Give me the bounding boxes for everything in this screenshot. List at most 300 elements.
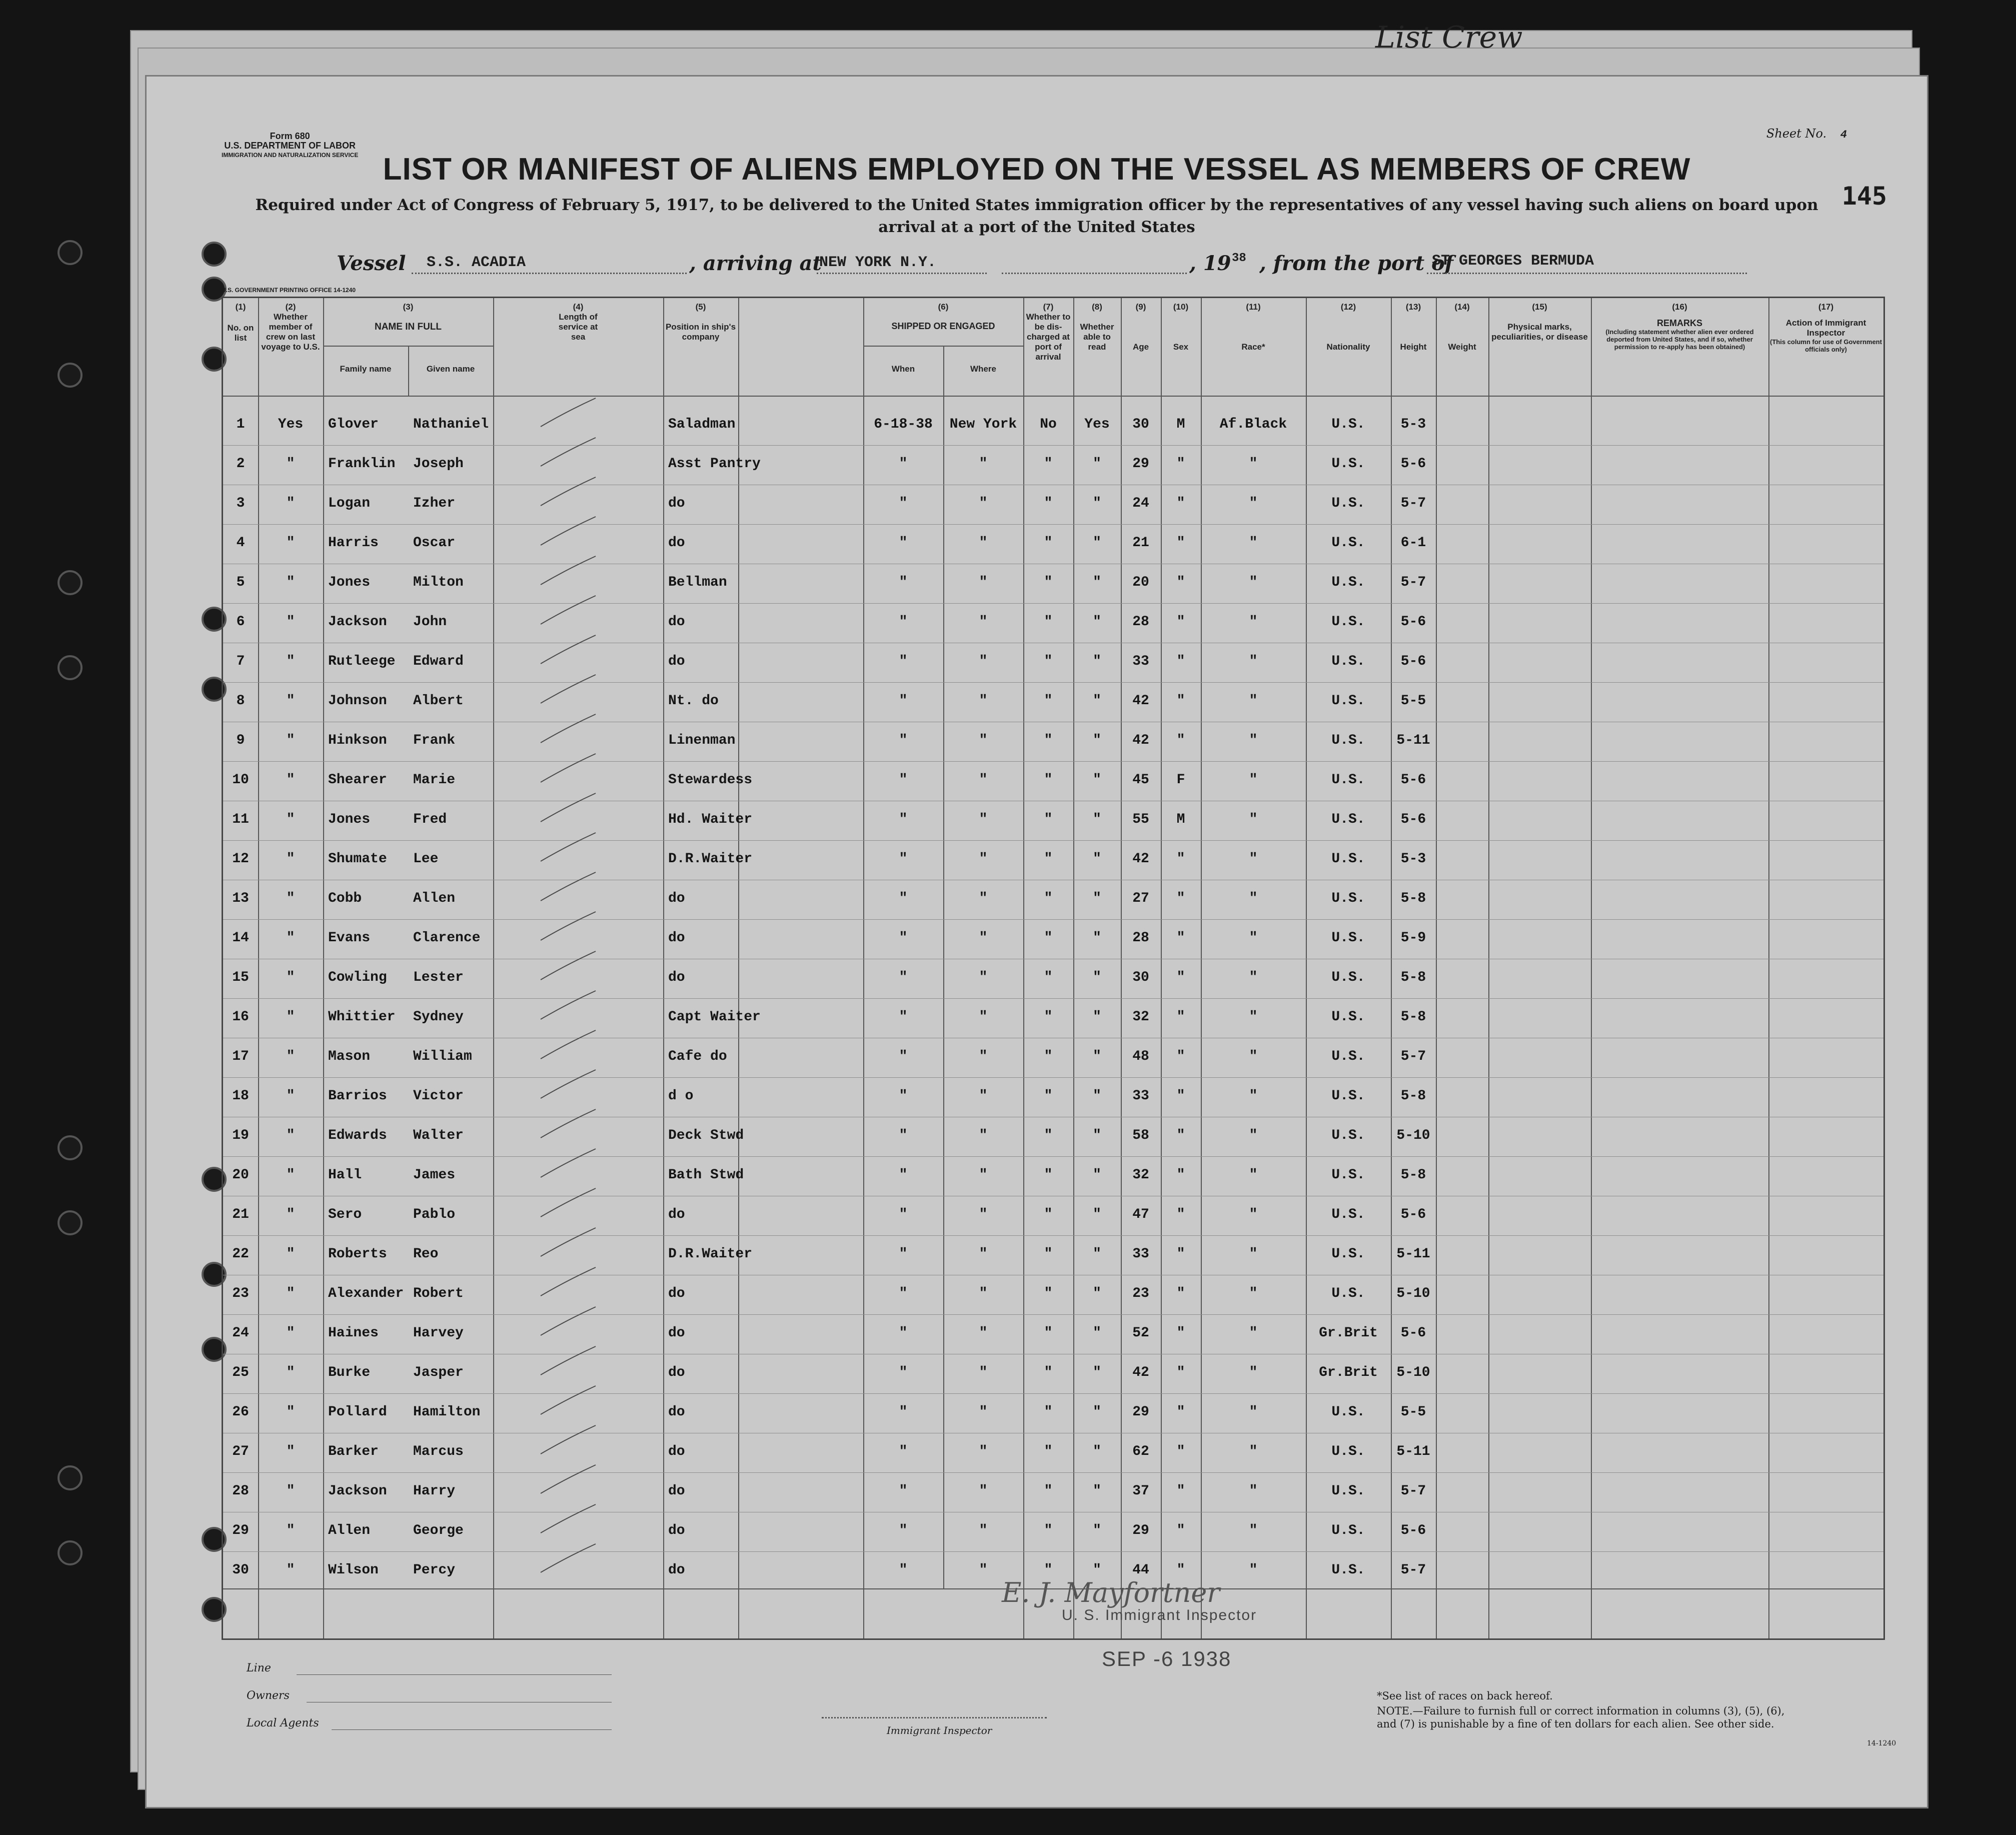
row-rule: [223, 919, 1883, 920]
row-number: 19: [232, 1128, 249, 1143]
last-voyage-cell: ": [286, 1404, 295, 1420]
sex-cell: ": [1176, 614, 1185, 630]
sex-cell: ": [1176, 733, 1185, 748]
col8-label: Whether able to read: [1080, 322, 1114, 352]
line-underline: [297, 1674, 612, 1675]
col12-header: [1306, 302, 1391, 352]
position-cell: do: [668, 614, 685, 630]
family-name-cell: Harris: [328, 535, 379, 551]
able-to-read-cell: ": [1093, 930, 1101, 946]
age-cell: 55: [1132, 812, 1149, 827]
race-cell: ": [1249, 733, 1258, 748]
shipped-when-cell: ": [899, 1562, 908, 1578]
given-name-cell: Lester: [413, 970, 464, 985]
col11-header: [1201, 302, 1306, 352]
sex-cell: ": [1176, 1088, 1185, 1104]
able-to-read-cell: ": [1093, 1523, 1101, 1538]
year-suffix: 38: [1232, 252, 1246, 265]
shipped-where-cell: ": [979, 654, 988, 669]
sex-cell: M: [1176, 417, 1185, 432]
check-stroke: [538, 791, 598, 826]
row-number: 9: [236, 733, 245, 748]
table-row: [223, 603, 1883, 643]
given-name-cell: Oscar: [413, 535, 456, 551]
height-cell: 5-6: [1400, 1325, 1426, 1341]
position-cell: do: [668, 970, 685, 985]
check-stroke: [538, 1344, 598, 1379]
shipped-where-cell: ": [979, 891, 988, 906]
last-voyage-cell: ": [286, 1523, 295, 1538]
col7-header: [1023, 302, 1073, 362]
last-voyage-cell: ": [286, 1286, 295, 1301]
row-number: 12: [232, 851, 249, 867]
shipped-when-cell: ": [899, 535, 908, 551]
position-cell: Deck Stwd: [668, 1128, 744, 1143]
family-name-cell: Jackson: [328, 614, 387, 630]
nationality-cell: U.S.: [1331, 1286, 1365, 1301]
last-voyage-cell: ": [286, 812, 295, 827]
able-to-read-cell: ": [1093, 456, 1101, 472]
binder-hole: [58, 1135, 83, 1160]
given-name-cell: George: [413, 1523, 464, 1538]
race-cell: ": [1249, 654, 1258, 669]
shipped-when-cell: ": [899, 772, 908, 788]
height-cell: 6-1: [1400, 535, 1426, 551]
race-cell: ": [1249, 535, 1258, 551]
table-row: [223, 682, 1883, 722]
family-name-cell: Johnson: [328, 693, 387, 709]
shipped-where-cell: ": [979, 1523, 988, 1538]
height-cell: 5-6: [1400, 1523, 1426, 1538]
race-cell: ": [1249, 812, 1258, 827]
position-cell: do: [668, 1523, 685, 1538]
table-row: [223, 1393, 1883, 1433]
last-voyage-cell: ": [286, 1049, 295, 1064]
crew-table: [222, 297, 1885, 1640]
nationality-cell: U.S.: [1331, 930, 1365, 946]
last-voyage-cell: ": [286, 1562, 295, 1578]
family-name-cell: Hinkson: [328, 733, 387, 748]
age-cell: 29: [1132, 1523, 1149, 1538]
position-cell: Stewardess: [668, 772, 753, 788]
nationality-cell: U.S.: [1331, 693, 1365, 709]
sheet-number: 4: [1840, 129, 1847, 141]
shipped-when-cell: ": [899, 1207, 908, 1222]
race-cell: ": [1249, 1088, 1258, 1104]
shipped-where-cell: ": [979, 1286, 988, 1301]
table-row: [223, 445, 1883, 485]
last-voyage-cell: ": [286, 1444, 295, 1459]
shipped-when-cell: ": [899, 456, 908, 472]
last-voyage-cell: ": [286, 1009, 295, 1025]
nationality-cell: U.S.: [1331, 733, 1365, 748]
able-to-read-cell: ": [1093, 1088, 1101, 1104]
table-row: [223, 564, 1883, 603]
given-name-cell: Hamilton: [413, 1404, 481, 1420]
col9-label: Age: [1132, 342, 1149, 352]
nationality-cell: U.S.: [1331, 654, 1365, 669]
binder-hole: [58, 1465, 83, 1490]
row-number: 24: [232, 1325, 249, 1341]
family-name-header: Family name: [340, 364, 392, 374]
row-number: 27: [232, 1444, 249, 1459]
last-voyage-cell: ": [286, 1483, 295, 1499]
given-name-cell: Victor: [413, 1088, 464, 1104]
height-cell: 5-10: [1396, 1365, 1430, 1380]
table-row: [223, 761, 1883, 801]
sex-cell: ": [1176, 1246, 1185, 1262]
line-label: Line: [247, 1662, 271, 1674]
shipped-where-cell: ": [979, 1365, 988, 1380]
col13-header: [1391, 302, 1436, 352]
shipped-where-cell: ": [979, 1009, 988, 1025]
age-cell: 42: [1132, 733, 1149, 748]
agents-label: Local Agents: [247, 1717, 319, 1729]
sex-cell: ": [1176, 930, 1185, 946]
shipped-where-cell: ": [979, 1049, 988, 1064]
header-bottom-rule: [223, 396, 1883, 397]
check-stroke: [538, 1462, 598, 1497]
check-stroke: [538, 1304, 598, 1339]
inspector-signature: E. J. Mayfortner: [1002, 1577, 1220, 1608]
family-name-cell: Haines: [328, 1325, 379, 1341]
col1-label: No. on list: [227, 323, 254, 343]
last-voyage-cell: ": [286, 1088, 295, 1104]
age-cell: 42: [1132, 851, 1149, 867]
where-header: Where: [970, 364, 996, 374]
year-prefix: , 19: [1189, 252, 1231, 275]
vessel-name: S.S. ACADIA: [427, 254, 526, 271]
binder-hole: [58, 1210, 83, 1235]
col3-label: NAME IN FULL: [374, 322, 442, 332]
stamp-number: 145: [1841, 182, 1887, 211]
height-cell: 5-8: [1400, 1088, 1426, 1104]
discharged-cell: ": [1044, 1404, 1053, 1420]
family-name-cell: Rutleege: [328, 654, 396, 669]
position-cell: Nt. do: [668, 693, 719, 709]
discharged-cell: ": [1044, 1483, 1053, 1499]
shipped-when-cell: ": [899, 851, 908, 867]
shipped-when-cell: ": [899, 733, 908, 748]
height-cell: 5-9: [1400, 930, 1426, 946]
able-to-read-cell: ": [1093, 772, 1101, 788]
position-cell: do: [668, 654, 685, 669]
able-to-read-cell: ": [1093, 1562, 1101, 1578]
discharged-cell: ": [1044, 1444, 1053, 1459]
given-name-cell: Percy: [413, 1562, 456, 1578]
able-to-read-cell: ": [1093, 1246, 1101, 1262]
family-name-cell: Mason: [328, 1049, 371, 1064]
nationality-cell: Gr.Brit: [1319, 1325, 1378, 1341]
shipped-where-cell: ": [979, 1088, 988, 1104]
row-rule: [223, 1472, 1883, 1473]
discharged-cell: ": [1044, 1286, 1053, 1301]
height-cell: 5-11: [1396, 1246, 1430, 1262]
race-cell: ": [1249, 1562, 1258, 1578]
shipped-when-cell: ": [899, 1246, 908, 1262]
row-number: 26: [232, 1404, 249, 1420]
col14-label: Weight: [1448, 342, 1476, 352]
row-rule: [223, 603, 1883, 604]
shipped-when-cell: ": [899, 891, 908, 906]
sex-cell: ": [1176, 1167, 1185, 1183]
nationality-cell: U.S.: [1331, 812, 1365, 827]
discharged-cell: ": [1044, 1049, 1053, 1064]
col17-label: Action of Immigrant Inspector: [1785, 318, 1866, 338]
row-number: 15: [232, 970, 249, 985]
family-name-cell: Barker: [328, 1444, 379, 1459]
last-voyage-cell: ": [286, 1128, 295, 1143]
nationality-cell: U.S.: [1331, 1246, 1365, 1262]
race-cell: ": [1249, 693, 1258, 709]
last-voyage-cell: ": [286, 1365, 295, 1380]
discharged-cell: ": [1044, 456, 1053, 472]
table-row: [223, 643, 1883, 682]
col9-header: [1121, 302, 1161, 352]
arrival-port: NEW YORK N.Y.: [819, 254, 937, 271]
family-name-cell: Jones: [328, 575, 371, 590]
col14-header: [1436, 302, 1488, 352]
shipped-when-cell: ": [899, 1049, 908, 1064]
row-number: 13: [232, 891, 249, 906]
family-name-cell: Barrios: [328, 1088, 387, 1104]
discharged-cell: ": [1044, 1009, 1053, 1025]
check-stroke: [538, 1265, 598, 1300]
table-row: [223, 1275, 1883, 1314]
height-cell: 5-8: [1400, 1009, 1426, 1025]
nationality-cell: U.S.: [1331, 1167, 1365, 1183]
table-row: [223, 1354, 1883, 1393]
height-cell: 5-3: [1400, 417, 1426, 432]
from-port-label: , from the port of: [1259, 252, 1454, 275]
given-name-cell: John: [413, 614, 447, 630]
row-number: 1: [236, 417, 245, 432]
position-cell: do: [668, 891, 685, 906]
last-voyage-cell: ": [286, 693, 295, 709]
age-cell: 30: [1132, 970, 1149, 985]
col15-header: [1488, 302, 1591, 342]
nationality-cell: U.S.: [1331, 614, 1365, 630]
shipped-where-cell: ": [979, 614, 988, 630]
row-rule: [223, 1077, 1883, 1078]
age-cell: 42: [1132, 1365, 1149, 1380]
discharged-cell: ": [1044, 772, 1053, 788]
race-cell: ": [1249, 1128, 1258, 1143]
able-to-read-cell: ": [1093, 1444, 1101, 1459]
col14-number: (14): [1454, 302, 1470, 312]
position-cell: Saladman: [668, 417, 736, 432]
table-row: [223, 959, 1883, 998]
check-stroke: [538, 1146, 598, 1181]
able-to-read-cell: ": [1093, 1128, 1101, 1143]
shipped-when-cell: ": [899, 1128, 908, 1143]
nationality-cell: U.S.: [1331, 970, 1365, 985]
last-voyage-cell: ": [286, 970, 295, 985]
check-stroke: [538, 396, 598, 431]
family-name-cell: Logan: [328, 496, 371, 511]
owners-label: Owners: [247, 1689, 290, 1702]
age-cell: 37: [1132, 1483, 1149, 1499]
position-cell: do: [668, 496, 685, 511]
vessel-underline: [412, 273, 687, 274]
position-cell: do: [668, 1365, 685, 1380]
col16-label: REMARKS: [1656, 318, 1702, 328]
col17-number: (17): [1818, 302, 1834, 312]
given-name-cell: Marcus: [413, 1444, 464, 1459]
shipped-where-cell: ": [979, 456, 988, 472]
sex-cell: ": [1176, 1049, 1185, 1064]
discharged-cell: No: [1040, 417, 1057, 432]
shipped-where-cell: ": [979, 1246, 988, 1262]
race-cell: ": [1249, 1009, 1258, 1025]
document-title: LIST OR MANIFEST OF ALIENS EMPLOYED ON THE VESSEL AS MEMBERS OF CREW: [383, 152, 1691, 187]
sex-cell: ": [1176, 535, 1185, 551]
family-name-cell: Jackson: [328, 1483, 387, 1499]
race-cell: ": [1249, 970, 1258, 985]
table-row: [223, 1156, 1883, 1196]
position-cell: Hd. Waiter: [668, 812, 753, 827]
discharged-cell: ": [1044, 496, 1053, 511]
row-number: 21: [232, 1207, 249, 1222]
discharged-cell: ": [1044, 575, 1053, 590]
sex-cell: ": [1176, 693, 1185, 709]
sex-cell: F: [1176, 772, 1185, 788]
sex-cell: ": [1176, 496, 1185, 511]
age-cell: 29: [1132, 1404, 1149, 1420]
age-cell: 21: [1132, 535, 1149, 551]
given-name-cell: Frank: [413, 733, 456, 748]
height-cell: 5-8: [1400, 891, 1426, 906]
last-voyage-cell: ": [286, 851, 295, 867]
col13-label: Height: [1400, 342, 1427, 352]
shipped-where-cell: ": [979, 812, 988, 827]
position-cell: do: [668, 1325, 685, 1341]
check-stroke: [538, 435, 598, 470]
age-cell: 24: [1132, 496, 1149, 511]
check-stroke: [538, 751, 598, 786]
shipped-when-cell: ": [899, 614, 908, 630]
family-name-cell: Allen: [328, 1523, 371, 1538]
family-name-cell: Evans: [328, 930, 371, 946]
given-name-cell: Milton: [413, 575, 464, 590]
shipped-when-cell: ": [899, 654, 908, 669]
col5-header: [663, 302, 738, 342]
table-row: [223, 485, 1883, 524]
when-header: When: [891, 364, 915, 374]
able-to-read-cell: ": [1093, 693, 1101, 709]
age-cell: 29: [1132, 456, 1149, 472]
race-cell: ": [1249, 1365, 1258, 1380]
col9-number: (9): [1135, 302, 1146, 312]
penalty-note: NOTE.—Failure to furnish full or correct information in columns (3), (5), (6), and (7) is punishable by a fine of ten dollars for each alien. See other side.: [1377, 1705, 1785, 1730]
height-cell: 5-7: [1400, 575, 1426, 590]
nationality-cell: U.S.: [1331, 1009, 1365, 1025]
check-stroke: [538, 514, 598, 549]
able-to-read-cell: Yes: [1084, 417, 1110, 432]
discharged-cell: ": [1044, 891, 1053, 906]
table-row: [223, 1038, 1883, 1077]
col8-header: [1073, 302, 1121, 352]
race-cell: ": [1249, 772, 1258, 788]
age-cell: 62: [1132, 1444, 1149, 1459]
age-cell: 52: [1132, 1325, 1149, 1341]
shipped-where-cell: ": [979, 693, 988, 709]
given-name-cell: Clarence: [413, 930, 481, 946]
shipped-where-cell: ": [979, 496, 988, 511]
row-number: 17: [232, 1049, 249, 1064]
able-to-read-cell: ": [1093, 1325, 1101, 1341]
able-to-read-cell: ": [1093, 614, 1101, 630]
height-cell: 5-11: [1396, 1444, 1430, 1459]
shipped-when-cell: ": [899, 1483, 908, 1499]
last-voyage-cell: ": [286, 733, 295, 748]
age-cell: 48: [1132, 1049, 1149, 1064]
col8-number: (8): [1092, 302, 1102, 312]
position-cell: Capt Waiter: [668, 1009, 761, 1025]
nationality-cell: U.S.: [1331, 1128, 1365, 1143]
row-number: 3: [236, 496, 245, 511]
shipped-when-cell: ": [899, 1088, 908, 1104]
col6-header: [863, 302, 1023, 331]
check-stroke: [538, 554, 598, 589]
shipped-when-cell: ": [899, 1286, 908, 1301]
given-name-cell: Reo: [413, 1246, 439, 1262]
discharged-cell: ": [1044, 1128, 1053, 1143]
col16-note: (Including statement whether alien ever ordered deported from United States, and if so, whether permission to re-apply has been obtained): [1605, 328, 1754, 351]
race-cell: ": [1249, 1167, 1258, 1183]
height-cell: 5-3: [1400, 851, 1426, 867]
row-number: 7: [236, 654, 245, 669]
col10-number: (10): [1173, 302, 1189, 312]
position-cell: do: [668, 1483, 685, 1499]
table-row: [223, 1433, 1883, 1472]
table-row: [223, 1235, 1883, 1275]
arriving-label: , arriving at: [689, 252, 822, 275]
sex-cell: ": [1176, 1483, 1185, 1499]
given-name-cell: Marie: [413, 772, 456, 788]
last-voyage-cell: ": [286, 772, 295, 788]
check-stroke: [538, 1423, 598, 1458]
binder-hole: [58, 570, 83, 595]
col5-label: Position in ship's company: [665, 322, 736, 342]
last-voyage-cell: ": [286, 575, 295, 590]
row-number: 23: [232, 1286, 249, 1301]
table-row: [223, 840, 1883, 880]
table-row: [223, 1472, 1883, 1512]
sex-cell: ": [1176, 970, 1185, 985]
able-to-read-cell: ": [1093, 1483, 1101, 1499]
height-cell: 5-6: [1400, 1207, 1426, 1222]
sex-cell: ": [1176, 1365, 1185, 1380]
age-cell: 30: [1132, 417, 1149, 432]
form-code: 14-1240: [1867, 1739, 1896, 1747]
row-number: 29: [232, 1523, 249, 1538]
shipped-where-cell: ": [979, 772, 988, 788]
col1-header: [223, 302, 258, 343]
race-cell: ": [1249, 1483, 1258, 1499]
check-stroke: [538, 830, 598, 865]
table-row: [223, 998, 1883, 1038]
sex-cell: ": [1176, 1444, 1185, 1459]
races-note: *See list of races on back hereof.: [1377, 1690, 1553, 1702]
nationality-cell: U.S.: [1331, 1444, 1365, 1459]
nationality-cell: U.S.: [1331, 575, 1365, 590]
given-name-cell: Albert: [413, 693, 464, 709]
race-cell: ": [1249, 1246, 1258, 1262]
nationality-cell: U.S.: [1331, 456, 1365, 472]
col1-number: (1): [235, 302, 246, 312]
shipped-where-cell: ": [979, 930, 988, 946]
